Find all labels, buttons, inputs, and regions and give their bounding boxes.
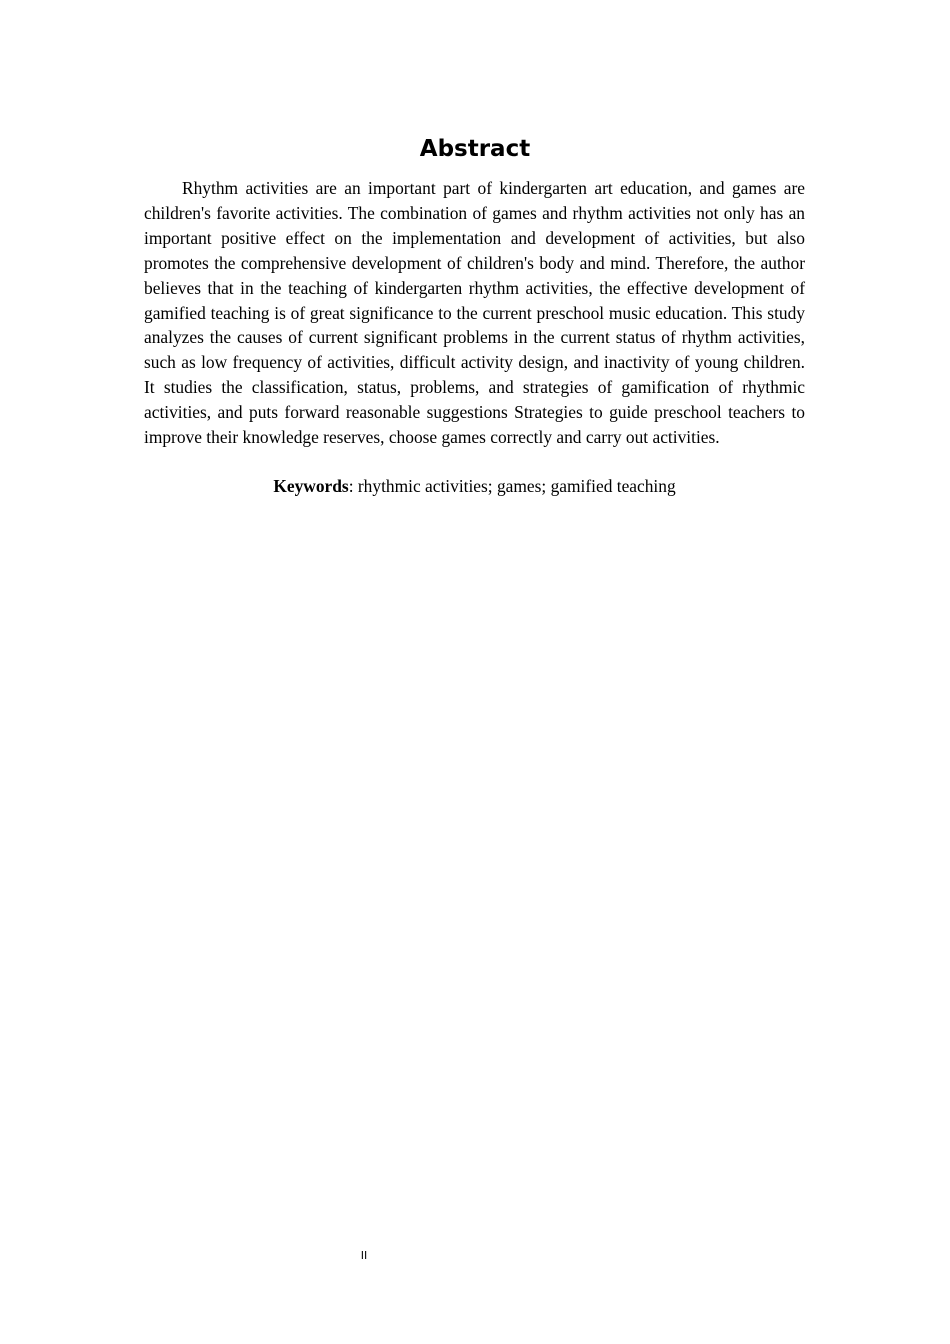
keywords-value: : rhythmic activities; games; gamified teaching [348,476,676,496]
keywords-line [144,474,805,499]
page-number: II [360,1249,368,1262]
abstract-title: Abstract [419,136,531,162]
abstract-body: Rhythm activities are an important part of kindergarten art education, and games are children's favorite activities. The combination of games and rhythm activities not only has an important positive effect on the implementation and development of activities, but also promotes the comprehensive development of children's body and mind. Therefore, the author believes that in the teaching of kindergarten rhythm activities, the effective development of gamified teaching is of great significance to the current preschool music education. This study analyzes the causes of current significant problems in the current status of rhythm activities, such as low frequency of activities, difficult activity design, and inactivity of young children. It studies the classification, status, problems, and strategies of gamification of rhythmic activities, and puts forward reasonable suggestions Strategies to guide preschool teachers to improve their knowledge reserves, choose games correctly and carry out activities. [144,178,805,448]
keywords-label: Keywords [273,476,349,496]
